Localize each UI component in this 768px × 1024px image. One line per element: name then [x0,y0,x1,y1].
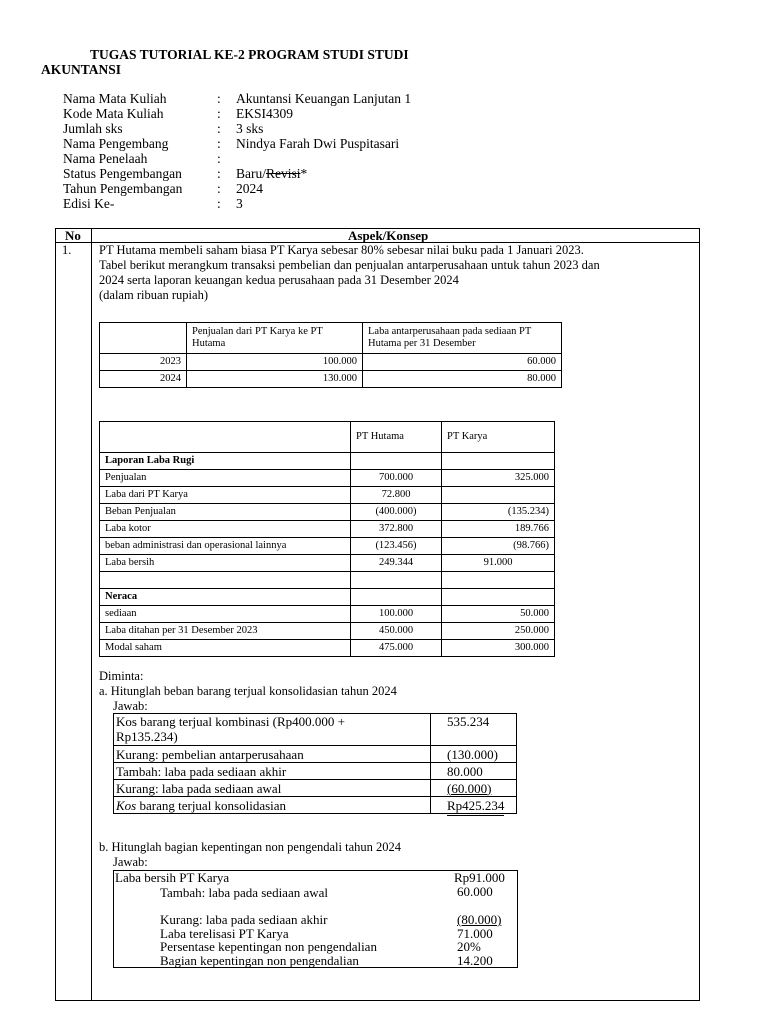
intercompany-table [99,322,562,388]
table-cell-profit: 60.000 [363,354,562,371]
value-karya: 250.000 [442,623,555,640]
section-balance-sheet: Neraca [100,589,351,606]
row-label: Beban Penjualan [100,504,351,521]
table-cell-sales: 130.000 [187,371,363,388]
meta-value: EKSI4309 [236,106,293,121]
document-title-line2: AKUNTANSI [41,62,122,77]
document-title: TUGAS TUTORIAL KE-2 PROGRAM STUDI STUDI [90,47,409,62]
answer-a-table [113,713,517,814]
answer-b-label: Jawab: [113,855,148,869]
answer-a-r5-value: Rp425.234 [447,798,504,816]
answer-a-r4-cell [431,780,517,797]
row-label: Penjualan [100,470,351,487]
table-row [114,714,517,746]
value-karya: 189.766 [442,521,555,538]
answer-b-v1: Rp91.000 [454,870,505,885]
table-row [100,371,562,388]
value-hutama: 100.000 [351,606,442,623]
table-header-hutama: PT Hutama [351,422,442,453]
meta-label: Nama Penelaah [63,151,148,166]
meta-value: 3 sks [236,121,264,136]
row-label: Laba dari PT Karya [100,487,351,504]
meta-label: Edisi Ke- [63,196,115,211]
table-row [100,555,555,572]
table-row [100,606,555,623]
meta-value: Akuntansi Keuangan Lanjutan 1 [236,91,412,106]
table-cell-empty [100,422,351,453]
answer-a-r2-label: Kurang: pembelian antarperusahaan [114,746,431,763]
table-cell-empty [351,453,442,470]
table-cell-empty [100,323,187,354]
answer-a-r2-value: (130.000) [431,746,517,763]
answer-b-l3: Kurang: laba pada sediaan akhir [160,912,328,927]
value-karya: (98.766) [442,538,555,555]
meta-label: Status Pengembangan [63,166,182,181]
meta-label: Tahun Pengembangan [63,181,183,196]
table-row [114,763,517,780]
table-cell-empty [100,572,351,589]
meta-colon: : [217,121,221,136]
status-new: Baru/ [236,166,266,181]
meta-colon: : [217,166,221,181]
answer-b-v2: 60.000 [457,884,493,899]
answer-a-r5-cell [431,797,517,814]
meta-colon: : [217,106,221,121]
meta-value: Nindya Farah Dwi Puspitasari [236,136,400,151]
value-karya: 300.000 [442,640,555,657]
answer-b-l2: Tambah: laba pada sediaan awal [160,885,329,900]
answer-b-v4: 71.000 [457,926,493,941]
table-row [100,487,555,504]
value-hutama: 72.800 [351,487,442,504]
answer-a-r5-label [114,797,431,814]
value-hutama: 249.344 [351,555,442,572]
status-revision-struck: Revisi [266,166,301,181]
value-karya: (135.234) [442,504,555,521]
table-header-sales: Penjualan dari PT Karya ke PT Hutama [187,323,363,354]
answer-a-r1-label: Kos barang terjual kombinasi (Rp400.000 + [116,714,346,729]
answer-a-r5-rest: barang terjual konsolidasian [136,797,287,813]
answer-a-r5-italic: Kos [116,797,137,813]
table-row [100,521,555,538]
table-cell-empty [351,572,442,589]
row-number: 1. [62,243,72,257]
table-cell-empty [442,589,555,606]
table-cell-year: 2024 [100,371,187,388]
meta-value: 2024 [236,181,263,196]
row-label: sediaan [100,606,351,623]
section-income-statement: Laporan Laba Rugi [100,453,351,470]
answer-a-label: Jawab: [113,699,148,713]
table-cell-profit: 80.000 [363,371,562,388]
answer-a-r4-label: Kurang: laba pada sediaan awal [114,780,431,797]
value-karya [442,487,555,504]
intro-line: Tabel berikut merangkum transaksi pembelian dan penjualan antarperusahaan untuk tahun 2023 dan [99,258,600,272]
value-hutama: 450.000 [351,623,442,640]
answer-b-v3: (80.000) [457,912,502,927]
table-row [100,538,555,555]
question-a: a. Hitunglah beban barang terjual konsolidasian tahun 2024 [99,684,397,698]
value-karya: 91.000 [442,555,555,572]
answer-a-r1-value: 535.234 [431,714,517,746]
table-cell-year: 2023 [100,354,187,371]
value-karya: 325.000 [442,470,555,487]
question-b: b. Hitunglah bagian kepentingan non pengendali tahun 2024 [99,840,402,854]
table-row [114,780,517,797]
meta-label: Jumlah sks [63,121,123,136]
value-hutama: (400.000) [351,504,442,521]
column-header-no: No [65,228,81,243]
table-header-profit: Laba antarperusahaan pada sediaan PT Hutama per 31 Desember [363,323,562,354]
table-row [100,640,555,657]
table-cell-empty [351,589,442,606]
answer-b-v5: 20% [457,939,481,954]
meta-colon: : [217,136,221,151]
financial-statements-table [99,421,555,657]
column-header-aspek: Aspek/Konsep [348,228,429,243]
requested-label: Diminta: [99,669,144,683]
table-row [114,746,517,763]
value-hutama: 700.000 [351,470,442,487]
answer-a-r3-label: Tambah: laba pada sediaan akhir [114,763,431,780]
meta-label: Kode Mata Kuliah [63,106,164,121]
table-header-karya: PT Karya [442,422,555,453]
table-cell-empty [442,453,555,470]
meta-label: Nama Pengembang [63,136,169,151]
answer-b-l5: Persentase kepentingan non pengendalian [160,939,377,954]
table-row [100,623,555,640]
table-row [100,354,562,371]
table-cell-sales: 100.000 [187,354,363,371]
table-cell-empty [442,572,555,589]
status-asterisk: * [300,166,308,181]
answer-b-l4: Laba terelisasi PT Karya [160,926,289,941]
column-divider [91,228,92,1001]
value-hutama: 475.000 [351,640,442,657]
meta-colon: : [217,196,221,211]
row-label: Laba kotor [100,521,351,538]
intro-line: 2024 serta laporan keuangan kedua perusahaan pada 31 Desember 2024 [99,273,459,287]
row-label: Laba bersih [100,555,351,572]
meta-colon: : [217,151,221,166]
answer-b-v6: 14.200 [457,953,493,968]
row-label: Laba ditahan per 31 Desember 2023 [100,623,351,640]
answer-a-r4-value: (60.000) [447,780,492,796]
answer-a-r1-label2: Rp135.234) [116,729,178,744]
meta-value [236,166,307,181]
question-intro [99,243,689,303]
meta-label: Nama Mata Kuliah [63,91,167,106]
table-row [100,504,555,521]
table-row [100,470,555,487]
answer-a-label-cell [114,714,431,746]
row-label: Modal saham [100,640,351,657]
meta-value: 3 [236,196,243,211]
value-hutama: 372.800 [351,521,442,538]
intro-line: (dalam ribuan rupiah) [99,288,208,302]
value-hutama: (123.456) [351,538,442,555]
answer-a-r3-value: 80.000 [431,763,517,780]
answer-b-l6: Bagian kepentingan non pengendalian [160,953,359,968]
row-label: beban administrasi dan operasional lainnya [100,538,351,555]
value-karya: 50.000 [442,606,555,623]
intro-line: PT Hutama membeli saham biasa PT Karya sebesar 80% sebesar nilai buku pada 1 Januari 2023. [99,243,584,257]
answer-b-l1: Laba bersih PT Karya [115,870,230,885]
meta-colon: : [217,91,221,106]
meta-colon: : [217,181,221,196]
table-row [114,797,517,814]
